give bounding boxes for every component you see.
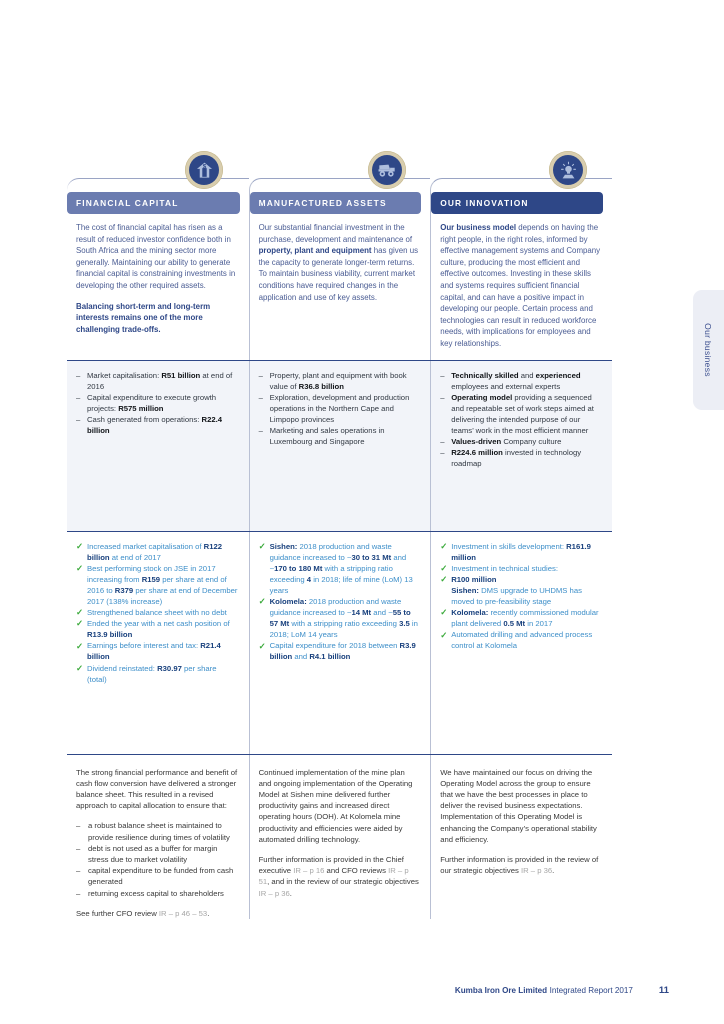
outcome-item: ✓ Sishen: 2018 production and waste guidance increased to ~30 to 31 Mt and ~170 to 180 Mt with a stripping ratio exceeding 4 in 2018; life of mine (LoM) 13 years: [258, 540, 413, 595]
house-dollar-icon-inner: [189, 155, 219, 185]
resource-item: – Technically skilled and experienced employees and external experts: [440, 370, 601, 392]
resource-list: [259, 370, 420, 448]
narrative-bullet-list: [76, 820, 238, 898]
narrative-bullet: – returning excess capital to shareholders: [76, 888, 238, 899]
capital-column-3: [430, 178, 612, 360]
outcomes-column-3: [430, 532, 612, 754]
resource-item: – Cash generated from operations: R22.4 billion: [76, 414, 238, 436]
intro-paragraph: Balancing short-term and long-term interests remains one of the more challenging trade-offs.: [76, 301, 211, 334]
narrative-column-3: [430, 755, 612, 919]
resources-column-3: [430, 361, 612, 531]
narrative-bullet: – a robust balance sheet is maintained to provide resilience during times of volatility: [76, 820, 238, 842]
cross-reference[interactable]: IR – p 16: [293, 866, 325, 876]
outcome-item: ✓ Increased market capitalisation of R122 billion at end of 2017: [76, 540, 223, 562]
narrative-text: [259, 767, 420, 899]
capital-intro-3: [431, 214, 612, 360]
resource-item: – Values-driven Company culture: [440, 436, 601, 447]
narrative-closing: See further CFO review IR – p 46 – 53.: [76, 908, 210, 918]
outcome-item: ✓ Investment in technical studies:: [440, 563, 559, 574]
check-icon: ✓: [76, 662, 84, 673]
check-icon: ✓: [440, 607, 448, 618]
narrative-paragraph: The strong financial performance and benefit of cash flow conversion have delivered a stronger balance sheet. This resulted in a revised approach to capital allocation to ensure that:: [76, 767, 238, 811]
outcome-item: ✓ Capital expenditure for 2018 between R3.9 billion and R4.1 billion: [258, 640, 416, 662]
intro-paragraph: Our business model depends on having the right people, in the right roles, informed by effective management systems and Company culture, producing the most efficient and effective outcomes. Investing in these skills and systems requires sufficient financial capital, and can have a positive impact in developing our people. Certain process and technologies can result in reduced workforce needs, with implications for employees and key relationships.: [440, 223, 601, 348]
check-icon: ✓: [76, 607, 84, 618]
cross-reference[interactable]: IR – p 36: [258, 888, 290, 898]
narrative-text: [440, 767, 601, 877]
check-icon: ✓: [258, 540, 266, 551]
capital-intro-2: [250, 214, 431, 313]
capital-header-3: OUR INNOVATION: [431, 192, 603, 214]
resources-column-1: [67, 361, 249, 531]
narrative-closing: Further information is provided in the review of our strategic objectives IR – p 36.: [440, 854, 599, 876]
check-icon: ✓: [440, 540, 448, 551]
outcome-item: ✓ Strengthened balance sheet with no debt: [76, 607, 227, 618]
svg-text:$: $: [202, 162, 206, 170]
outcome-item: ✓ Kolomela: recently commissioned modular plant delivered 0.5 Mt in 2017: [440, 607, 599, 629]
footer-subtitle: Integrated Report 2017: [549, 986, 633, 995]
capital-intro-1: [67, 214, 249, 345]
check-icon: ✓: [76, 540, 84, 551]
page-footer: [0, 985, 724, 996]
resource-item: – Exploration, development and production operations in the Northern Cape and Limpopo provinces: [259, 392, 420, 425]
check-icon: ✓: [76, 618, 84, 629]
check-icon: ✓: [258, 640, 266, 651]
narrative-paragraph: We have maintained our focus on driving the Operating Model across the group to ensure that we have the best processes in place to deliver the revised business expectations. Implementation of this Operating Model is enhancing the Company’s operational stability and efficiency.: [440, 767, 597, 844]
narrative-paragraph: Continued implementation of the mine plan and ongoing implementation of the Operating Model at Sishen mine delivered further productivity gains and increased direct operating hours (DOH). At Kolomela mine productivity and efficiencies were aided by automated drilling technology.: [258, 767, 413, 844]
outcome-item: ✓ Kolomela: 2018 production and waste guidance increased to ~14 Mt and ~55 to 57 Mt with a stripping ratio exceeding 3.5 in 2018; LoM 14 years: [258, 596, 418, 640]
check-icon: ✓: [258, 596, 266, 607]
check-icon: ✓: [440, 574, 448, 585]
capital-column-2: [249, 178, 431, 360]
cross-reference[interactable]: IR – p 51: [258, 866, 409, 887]
footer-brand: Kumba Iron Ore Limited: [454, 986, 548, 995]
outcome-item: ✓ Investment in skills development: R161.9 million: [440, 540, 591, 562]
outcome-item: ✓ Ended the year with a net cash position of R13.9 billion: [76, 618, 230, 640]
outcome-item: ✓ R100 million: [440, 574, 497, 585]
narrative-column-1: [67, 755, 249, 919]
resource-list: [440, 370, 601, 470]
intro-paragraph: Our substantial financial investment in the purchase, development and maintenance of property, plant and equipment has given us the capacity to generate longer-term returns. To maintain business viability, current market conditions have required changes in the application and use of key assets.: [258, 223, 419, 302]
outcome-item: ✓ Automated drilling and advanced process control at Kolomela: [440, 629, 593, 651]
narrative-band: [67, 755, 612, 919]
outcome-list: [259, 541, 420, 663]
narrative-bullet: – capital expenditure to be funded from cash generated: [76, 865, 238, 887]
resource-item: – R224.6 million invested in technology roadmap: [440, 447, 601, 469]
footer-page-number: 11: [658, 985, 669, 996]
resources-column-2: [249, 361, 431, 531]
capital-header-2: MANUFACTURED ASSETS: [250, 192, 422, 214]
outcome-item: Sishen: DMS upgrade to UHDMS has moved to pre-feasibility stage: [451, 585, 582, 606]
lightbulb-icon: [549, 151, 587, 189]
check-icon: ✓: [440, 629, 448, 640]
resource-item: – Capital expenditure to execute growth projects: R575 million: [76, 392, 238, 414]
lightbulb-icon-inner: [553, 155, 583, 185]
intro-band: [67, 162, 612, 360]
cross-reference[interactable]: IR – p 36: [520, 866, 553, 876]
resource-item: – Marketing and sales operations in Luxembourg and Singapore: [259, 425, 420, 447]
section-tab-our-business[interactable]: [693, 290, 724, 410]
resource-item: – Market capitalisation: R51 billion at end of 2016: [76, 370, 238, 392]
outcomes-column-1: [67, 532, 249, 754]
resources-band: [67, 360, 612, 532]
outcome-item: ✓ Best performing stock on JSE in 2017 increasing from R159 per share at end of 2016 to R379 per share at end of December 2017 (138% increase): [76, 563, 238, 606]
outcome-item: ✓ Earnings before interest and tax: R21.4 billion: [76, 640, 221, 662]
resource-item: – Property, plant and equipment with book value of R36.8 billion: [259, 370, 420, 392]
resource-list: [76, 370, 238, 437]
intro-paragraph: The cost of financial capital has risen as a result of reduced investor confidence both in South Africa and the mining sector more generally. Maintaining our ability to generate financial capital is constraining investments in developing the other required assets.: [76, 223, 236, 290]
narrative-text: [76, 767, 238, 919]
narrative-column-2: [249, 755, 431, 919]
capital-header-1: FINANCIAL CAPITAL: [67, 192, 240, 214]
outcomes-column-2: [249, 532, 431, 754]
section-tab-label: Our business: [703, 323, 714, 377]
check-icon: ✓: [76, 640, 84, 651]
capital-columns: [67, 162, 612, 919]
capital-column-1: [67, 162, 249, 360]
check-icon: ✓: [76, 563, 84, 574]
outcome-list: [76, 541, 238, 685]
narrative-closing: Further information is provided in the Chief executive IR – p 16 and CFO reviews IR – p 51, and in the review of our strategic objectives IR – p 36.: [258, 854, 419, 898]
outcomes-band: [67, 532, 612, 755]
cross-reference[interactable]: IR – p 46 – 53: [158, 908, 208, 918]
check-icon: ✓: [440, 563, 448, 574]
dump-truck-icon-inner: [372, 155, 402, 185]
house-dollar-icon: [185, 151, 223, 189]
narrative-bullet: – debt is not used as a buffer for margin stress due to market volatility: [76, 843, 238, 865]
outcome-list: [440, 541, 601, 652]
dump-truck-icon: [368, 151, 406, 189]
resource-item: – Operating model providing a sequenced and repeatable set of work steps aimed at delivering the intended purpose of our teams’ work in the most efficient manner: [440, 392, 601, 436]
outcome-item: ✓ Dividend reinstated: R30.97 per share (total): [76, 662, 217, 684]
